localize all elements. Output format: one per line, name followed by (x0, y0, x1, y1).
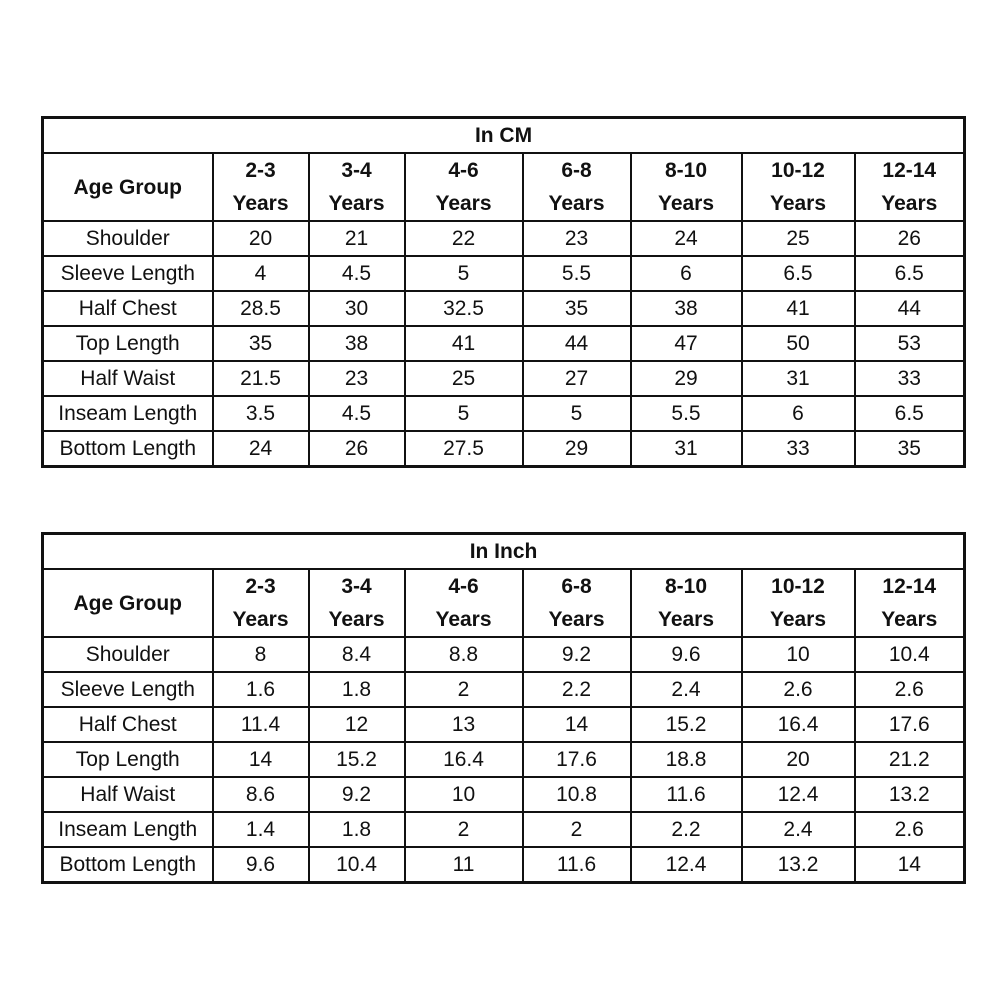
age-range: 6-8 (561, 159, 592, 182)
table-row (43, 812, 965, 847)
measurement-label: Inseam Length (43, 812, 213, 847)
age-unit: Years (657, 608, 715, 631)
measurement-value: 12 (309, 707, 405, 742)
age-range: 3-4 (341, 575, 372, 598)
age-column-header (309, 569, 405, 637)
measurement-label: Shoulder (43, 637, 213, 672)
measurement-value: 10.4 (855, 637, 965, 672)
measurement-value: 2.2 (631, 812, 742, 847)
measurement-value: 9.6 (213, 847, 309, 883)
measurement-value: 21.2 (855, 742, 965, 777)
measurement-value: 2 (523, 812, 631, 847)
measurement-value: 11.4 (213, 707, 309, 742)
measurement-value: 2 (405, 672, 523, 707)
measurement-label: Sleeve Length (43, 672, 213, 707)
age-column-header (523, 569, 631, 637)
age-column-header (742, 153, 855, 221)
measurement-value: 35 (213, 326, 309, 361)
measurement-value: 35 (523, 291, 631, 326)
measurement-value: 38 (309, 326, 405, 361)
measurement-value: 8 (213, 637, 309, 672)
age-unit: Years (881, 608, 938, 631)
measurement-value: 6.5 (855, 396, 965, 431)
measurement-value: 9.6 (631, 637, 742, 672)
table-row (43, 707, 965, 742)
measurement-label: Sleeve Length (43, 256, 213, 291)
measurement-value: 5 (405, 256, 523, 291)
measurement-value: 10 (742, 637, 855, 672)
measurement-value: 6 (742, 396, 855, 431)
age-column-header (405, 153, 523, 221)
measurement-value: 1.8 (309, 672, 405, 707)
age-column-header (523, 153, 631, 221)
age-unit: Years (232, 192, 289, 215)
table-title: In CM (43, 118, 965, 154)
age-column-header (213, 153, 309, 221)
measurement-value: 11.6 (523, 847, 631, 883)
age-column-header (855, 153, 965, 221)
measurement-value: 6 (631, 256, 742, 291)
measurement-value: 32.5 (405, 291, 523, 326)
measurement-value: 12.4 (742, 777, 855, 812)
measurement-value: 20 (213, 221, 309, 256)
measurement-value: 15.2 (631, 707, 742, 742)
measurement-value: 21.5 (213, 361, 309, 396)
measurement-value: 33 (742, 431, 855, 467)
measurement-value: 4 (213, 256, 309, 291)
measurement-value: 14 (213, 742, 309, 777)
measurement-label: Bottom Length (43, 847, 213, 883)
measurement-value: 5.5 (631, 396, 742, 431)
size-chart-table-inch (41, 532, 966, 884)
header-row (43, 569, 965, 637)
measurement-value: 28.5 (213, 291, 309, 326)
measurement-value: 29 (523, 431, 631, 467)
age-unit: Years (232, 608, 289, 631)
age-column-header (405, 569, 523, 637)
measurement-value: 14 (523, 707, 631, 742)
measurement-value: 29 (631, 361, 742, 396)
measurement-value: 10.4 (309, 847, 405, 883)
table-row (43, 431, 965, 467)
age-column-header (855, 569, 965, 637)
measurement-value: 24 (631, 221, 742, 256)
measurement-label: Bottom Length (43, 431, 213, 467)
measurement-value: 18.8 (631, 742, 742, 777)
age-group-header: Age Group (43, 569, 213, 637)
age-range: 2-3 (245, 159, 276, 182)
measurement-value: 8.4 (309, 637, 405, 672)
age-column-header (742, 569, 855, 637)
measurement-value: 44 (523, 326, 631, 361)
measurement-value: 5 (405, 396, 523, 431)
measurement-value: 53 (855, 326, 965, 361)
age-unit: Years (328, 192, 385, 215)
table-row (43, 291, 965, 326)
measurement-value: 27 (523, 361, 631, 396)
age-range: 8-10 (664, 575, 708, 598)
age-unit: Years (435, 608, 492, 631)
measurement-value: 41 (742, 291, 855, 326)
measurement-value: 11 (405, 847, 523, 883)
age-range: 10-12 (771, 159, 825, 182)
measurement-value: 10 (405, 777, 523, 812)
measurement-value: 13.2 (855, 777, 965, 812)
measurement-label: Half Chest (43, 291, 213, 326)
table-title-row (43, 534, 965, 570)
table-row (43, 777, 965, 812)
measurement-value: 2.4 (631, 672, 742, 707)
age-column-header (213, 569, 309, 637)
age-unit: Years (548, 608, 605, 631)
measurement-value: 25 (405, 361, 523, 396)
age-unit: Years (881, 192, 938, 215)
table-row (43, 396, 965, 431)
measurement-value: 5 (523, 396, 631, 431)
measurement-value: 23 (309, 361, 405, 396)
measurement-value: 16.4 (405, 742, 523, 777)
measurement-value: 20 (742, 742, 855, 777)
age-range: 3-4 (341, 159, 372, 182)
age-range: 6-8 (561, 575, 592, 598)
measurement-label: Inseam Length (43, 396, 213, 431)
measurement-value: 4.5 (309, 396, 405, 431)
age-range: 4-6 (448, 575, 479, 598)
measurement-value: 27.5 (405, 431, 523, 467)
measurement-value: 26 (855, 221, 965, 256)
table-row (43, 326, 965, 361)
age-column-header (631, 569, 742, 637)
measurement-value: 4.5 (309, 256, 405, 291)
measurement-value: 13.2 (742, 847, 855, 883)
measurement-value: 9.2 (523, 637, 631, 672)
measurement-value: 2.6 (855, 812, 965, 847)
table-row (43, 221, 965, 256)
measurement-value: 21 (309, 221, 405, 256)
age-group-header: Age Group (43, 153, 213, 221)
table-title-row (43, 118, 965, 154)
measurement-value: 5.5 (523, 256, 631, 291)
measurement-value: 16.4 (742, 707, 855, 742)
measurement-value: 6.5 (855, 256, 965, 291)
measurement-value: 13 (405, 707, 523, 742)
age-range: 8-10 (664, 159, 708, 182)
age-range: 4-6 (448, 159, 479, 182)
measurement-value: 31 (631, 431, 742, 467)
header-row (43, 153, 965, 221)
measurement-value: 17.6 (855, 707, 965, 742)
measurement-value: 3.5 (213, 396, 309, 431)
measurement-label: Half Waist (43, 777, 213, 812)
measurement-value: 2.6 (855, 672, 965, 707)
measurement-value: 2.6 (742, 672, 855, 707)
measurement-value: 15.2 (309, 742, 405, 777)
measurement-value: 24 (213, 431, 309, 467)
measurement-value: 2.4 (742, 812, 855, 847)
measurement-value: 47 (631, 326, 742, 361)
table-row (43, 672, 965, 707)
measurement-value: 2 (405, 812, 523, 847)
measurement-value: 38 (631, 291, 742, 326)
measurement-value: 11.6 (631, 777, 742, 812)
measurement-value: 30 (309, 291, 405, 326)
measurement-value: 14 (855, 847, 965, 883)
measurement-label: Half Waist (43, 361, 213, 396)
measurement-value: 25 (742, 221, 855, 256)
table-title: In Inch (43, 534, 965, 570)
measurement-value: 22 (405, 221, 523, 256)
measurement-value: 2.2 (523, 672, 631, 707)
table-row (43, 742, 965, 777)
measurement-value: 26 (309, 431, 405, 467)
measurement-value: 8.8 (405, 637, 523, 672)
measurement-value: 10.8 (523, 777, 631, 812)
age-range: 10-12 (771, 575, 825, 598)
table-row (43, 637, 965, 672)
table-row (43, 847, 965, 883)
age-range: 12-14 (882, 575, 937, 598)
measurement-value: 1.8 (309, 812, 405, 847)
age-unit: Years (657, 192, 715, 215)
measurement-value: 33 (855, 361, 965, 396)
age-unit: Years (548, 192, 605, 215)
measurement-value: 44 (855, 291, 965, 326)
age-column-header (631, 153, 742, 221)
table-row (43, 361, 965, 396)
measurement-value: 41 (405, 326, 523, 361)
measurement-label: Top Length (43, 326, 213, 361)
age-column-header (309, 153, 405, 221)
age-unit: Years (769, 608, 827, 631)
age-range: 12-14 (882, 159, 937, 182)
measurement-value: 35 (855, 431, 965, 467)
age-unit: Years (435, 192, 492, 215)
measurement-label: Shoulder (43, 221, 213, 256)
measurement-value: 6.5 (742, 256, 855, 291)
measurement-label: Half Chest (43, 707, 213, 742)
age-range: 2-3 (245, 575, 276, 598)
measurement-value: 12.4 (631, 847, 742, 883)
measurement-value: 8.6 (213, 777, 309, 812)
measurement-value: 9.2 (309, 777, 405, 812)
measurement-value: 23 (523, 221, 631, 256)
measurement-value: 50 (742, 326, 855, 361)
size-chart-table-cm (41, 116, 966, 468)
measurement-label: Top Length (43, 742, 213, 777)
measurement-value: 17.6 (523, 742, 631, 777)
table-row (43, 256, 965, 291)
measurement-value: 1.4 (213, 812, 309, 847)
measurement-value: 1.6 (213, 672, 309, 707)
age-unit: Years (328, 608, 385, 631)
measurement-value: 31 (742, 361, 855, 396)
age-unit: Years (769, 192, 827, 215)
